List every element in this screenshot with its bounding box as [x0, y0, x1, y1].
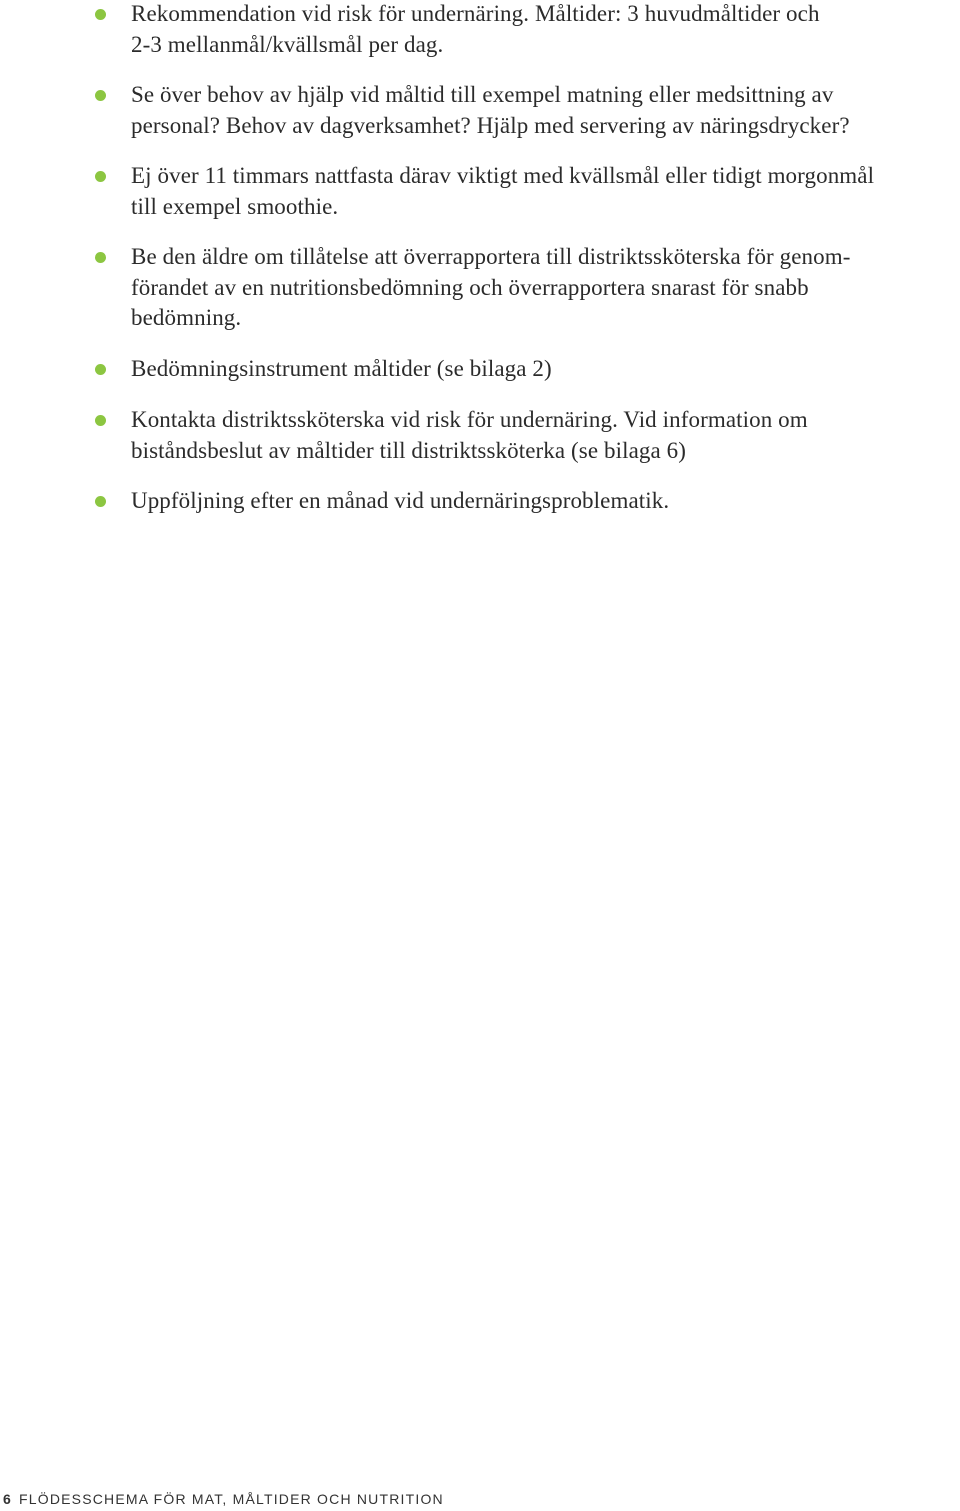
footer-title: FLÖDESSCHEMA FÖR MAT, MÅLTIDER OCH NUTRITION — [19, 1491, 444, 1507]
list-item-text: Kontakta distriktssköterska vid risk för undernäring. Vid information om biståndsbeslut av måltider till distriktssköterka (se bilaga 6) — [131, 407, 808, 463]
bullet-dot-icon — [95, 9, 106, 20]
page-number: 6 — [3, 1491, 12, 1507]
list-item-text: Rekommendation vid risk för undernäring. Måltider: 3 huvudmåltider och 2-3 mellanmål/kvällsmål per dag. — [131, 1, 820, 57]
list-item-text: Se över behov av hjälp vid måltid till exempel matning eller medsittning av personal? Behov av dagverksamhet? Hjälp med servering av näringsdrycker? — [131, 82, 850, 138]
bullet-dot-icon — [95, 252, 106, 263]
page-footer — [3, 1491, 444, 1507]
bullet-dot-icon — [95, 415, 106, 426]
bullet-dot-icon — [95, 364, 106, 375]
bullet-dot-icon — [95, 90, 106, 101]
list-item-text: Uppföljning efter en månad vid undernäringsproblematik. — [131, 488, 670, 513]
bullet-dot-icon — [95, 171, 106, 182]
list-item-text: Be den äldre om tillåtelse att överrapportera till distriktssköterska för genom- förandet av en nutritionsbedömning och överrapportera snarast för snabb bedömning. — [131, 244, 851, 330]
bullet-dot-icon — [95, 496, 106, 507]
list-item-text: Ej över 11 timmars nattfasta därav viktigt med kvällsmål eller tidigt morgonmål till exempel smoothie. — [131, 163, 875, 219]
list-item-text: Bedömningsinstrument måltider (se bilaga 2) — [131, 356, 552, 381]
